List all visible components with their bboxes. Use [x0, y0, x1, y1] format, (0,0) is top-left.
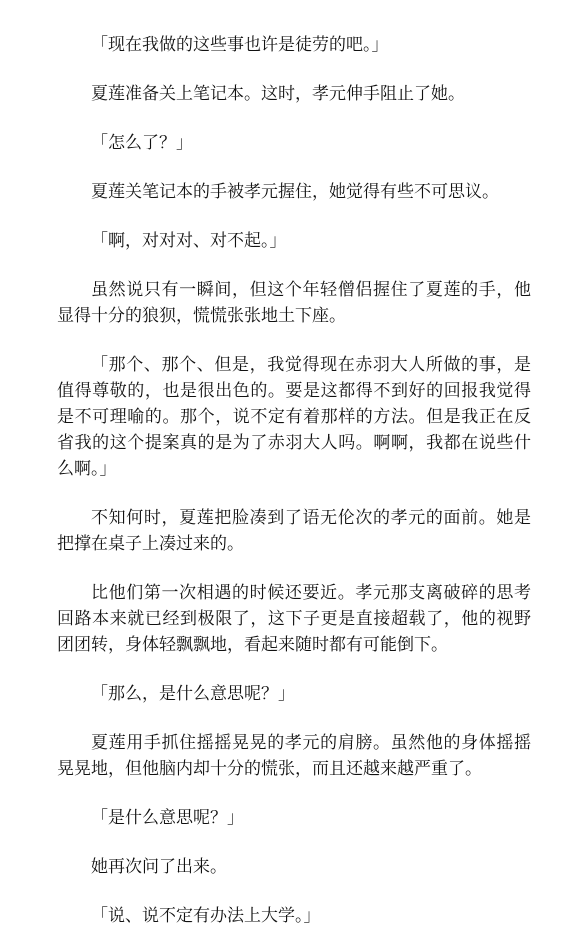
- paragraph-4: 夏莲关笔记本的手被孝元握住，她觉得有些不可思议。: [91, 182, 499, 202]
- paragraph-12: 「是什么意思呢？」: [91, 808, 244, 828]
- paragraph-5: 「啊，对对对、对不起。」: [91, 231, 287, 251]
- paragraph-13: 她再次问了出来。: [91, 857, 227, 877]
- paragraph-6: 虽然说只有一瞬间，但这个年轻僧侣握住了夏莲的手，他显得十分的狼狈，慌慌张张地土下座。: [57, 280, 531, 326]
- paragraph-14: 「说、说不定有办法上大学。」: [91, 906, 321, 926]
- paragraph-3: 「怎么了？」: [91, 133, 193, 153]
- paragraph-7: 「那个、那个、但是，我觉得现在赤羽大人所做的事，是值得尊敬的，也是很出色的。要是这都得不到好的回报我觉得是不可理喻的。那个，说不定有着那样的方法。但是我正在反省我的这个提案真的是为了赤羽大人吗。啊啊，我都在说些什么啊。」: [57, 355, 531, 479]
- paragraph-10: 「那么，是什么意思呢？」: [91, 684, 295, 704]
- paragraph-11: 夏莲用手抓住摇摇晃晃的孝元的肩膀。虽然他的身体摇摇晃晃地，但他脑内却十分的慌张，而且还越来越严重了。: [57, 733, 531, 779]
- paragraph-9: 比他们第一次相遇的时候还要近。孝元那支离破碎的思考回路本来就已经到极限了，这下子更是直接超载了，他的视野团团转，身体轻飘飘地，看起来随时都有可能倒下。: [57, 583, 531, 655]
- paragraph-2: 夏莲准备关上笔记本。这时，孝元伸手阻止了她。: [91, 84, 465, 104]
- paragraph-1: 「现在我做的这些事也许是徒劳的吧。」: [91, 35, 389, 55]
- paragraph-8: 不知何时，夏莲把脸凑到了语无伦次的孝元的面前。她是把撑在桌子上凑过来的。: [57, 508, 531, 554]
